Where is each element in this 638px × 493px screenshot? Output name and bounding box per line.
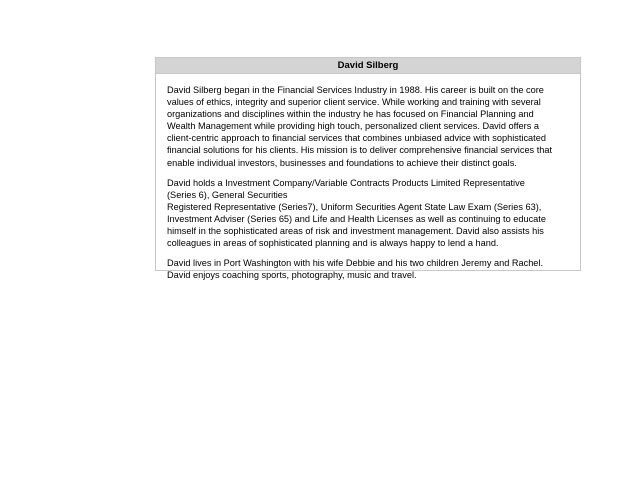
bio-line: Registered Representative (Series7), Uniform Securities Agent State Law Exam (Series 63),	[167, 201, 542, 212]
bio-line: organizations and disciplines within the industry he has focused on Financial Planning and	[167, 109, 534, 120]
bio-line: Wealth Management while providing high touch, personalized client services. David offers a	[167, 121, 539, 132]
bio-line: himself in the sophisticated areas of risk and investment management. David also assists his	[167, 226, 544, 237]
bio-line: David enjoys coaching sports, photography, music and travel.	[167, 270, 417, 281]
bio-card	[155, 57, 581, 281]
bio-line: colleagues in areas of sophisticated planning and is always happy to lend a hand.	[167, 238, 499, 249]
bio-line: values of ethics, integrity and superior client service. While working and training with several	[167, 97, 541, 108]
bio-title: David Silberg	[156, 58, 580, 74]
bio-line: (Series 6), General Securities	[167, 189, 288, 200]
bio-line: client-centric approach to financial services that combines unbiased advice with sophisticated	[167, 133, 546, 144]
bio-line: David lives in Port Washington with his wife Debbie and his two children Jeremy and Rachel.	[167, 258, 544, 269]
bio-line: Investment Adviser (Series 65) and Life and Health Licenses as well as continuing to educate	[167, 213, 546, 224]
bio-body	[156, 74, 580, 281]
bio-line: David holds a Investment Company/Variable Contracts Products Limited Representative	[167, 177, 525, 188]
bio-paragraph-career	[167, 84, 572, 169]
bio-line: financial solutions for his clients. His mission is to deliver comprehensive financial services that	[167, 145, 553, 156]
bio-paragraph-licenses	[167, 177, 572, 250]
bio-line: David Silberg began in the Financial Services Industry in 1988. His career is built on the core	[167, 85, 544, 95]
bio-paragraph-personal	[167, 257, 572, 281]
bio-line: enable individual investors, businesses and foundations to achieve their distinct goals.	[167, 157, 517, 168]
